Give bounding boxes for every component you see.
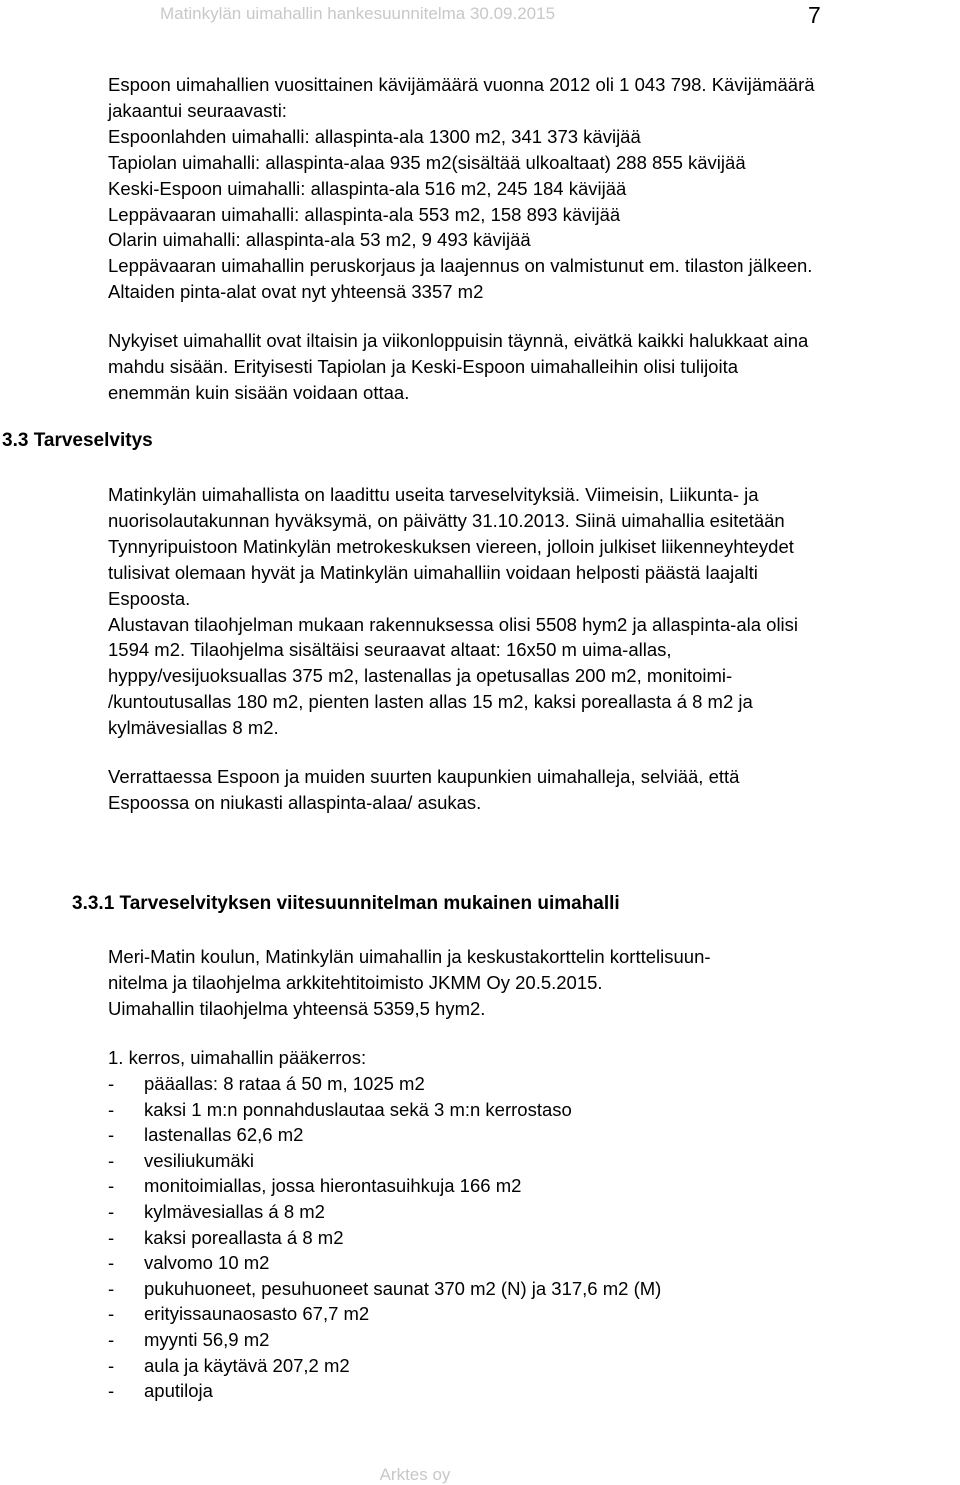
list-marker: - — [108, 1303, 115, 1325]
list-item — [108, 1148, 661, 1174]
text-line: Alustavan tilaohjelman mukaan rakennuksessa olisi 5508 hym2 ja allaspinta-ala olisi — [108, 613, 799, 635]
text-line: Uimahallin tilaohjelma yhteensä 5359,5 hym2. — [108, 997, 486, 1019]
list-item — [108, 1097, 661, 1123]
text-line: Espoossa on niukasti allaspinta-alaa/ asukas. — [108, 791, 482, 813]
list-marker: - — [108, 1073, 115, 1094]
text-line: Tynnyripuistoon Matinkylän metrokeskuksen viereen, jolloin julkiset liikenneyhteydet — [108, 535, 794, 557]
text-line: Verrattaessa Espoon ja muiden suurten kaupunkien uimahalleja, selviää, että — [108, 766, 740, 787]
text-line: Altaiden pinta-alat ovat nyt yhteensä 3357 m2 — [108, 281, 484, 303]
list-item-text: kaksi 1 m:n ponnahduslautaa sekä 3 m:n kerrostaso — [144, 1098, 572, 1120]
list-marker: - — [108, 1098, 115, 1120]
list-item-text: valvomo 10 m2 — [144, 1252, 270, 1274]
list-item — [108, 1225, 661, 1251]
text-line: Tapiolan uimahalli: allaspinta-alaa 935 m2(sisältää ulkoaltaat) 288 855 kävijää — [108, 151, 746, 173]
list-marker: - — [108, 1328, 115, 1350]
list-title: 1. kerros, uimahallin pääkerros: — [108, 1047, 367, 1068]
text-line: Keski-Espoon uimahalli: allaspinta-ala 516 m2, 245 184 kävijää — [108, 177, 627, 199]
list-marker: - — [108, 1200, 115, 1222]
page-number: 7 — [808, 2, 821, 28]
text-line: tulisivat olemaan hyvät ja Matinkylän uimahalliin voidaan helposti päästä laajalti — [108, 561, 758, 583]
paragraph-reference-plan — [108, 944, 954, 1022]
text-line: Olarin uimahalli: allaspinta-ala 53 m2, 9 493 kävijää — [108, 229, 531, 251]
text-line: Leppävaaran uimahalli: allaspinta-ala 553 m2, 158 893 kävijää — [108, 203, 621, 225]
text-line: Meri-Matin koulun, Matinkylän uimahallin ja keskustakorttelin korttelisuun- — [108, 946, 711, 967]
text-line: Espoon uimahallien vuosittainen kävijämäärä vuonna 2012 oli 1 043 798. Kävijämäärä — [108, 74, 815, 95]
list-item-text: kaksi poreallasta á 8 m2 — [144, 1226, 344, 1248]
list-marker: - — [108, 1380, 115, 1402]
list-marker: - — [108, 1277, 115, 1299]
list-marker: - — [108, 1149, 115, 1171]
text-line: hyppy/vesijuoksuallas 375 m2, lastenallas ja opetusallas 200 m2, monitoimi- — [108, 665, 733, 687]
text-line: kylmävesiallas 8 m2. — [108, 717, 279, 739]
text-line: 1594 m2. Tilaohjelma sisältäisi seuraavat altaat: 16x50 m uima-allas, — [108, 639, 672, 661]
section-heading: 3.3 Tarveselvitys — [2, 430, 153, 451]
text-line: Espoonlahden uimahalli: allaspinta-ala 1300 m2, 341 373 kävijää — [108, 125, 641, 147]
page-footer: Arktes oy — [379, 1465, 451, 1484]
page-header-title: Matinkylän uimahallin hankesuunnitelma 30.09.2015 — [160, 4, 556, 23]
list-item — [108, 1301, 661, 1327]
list-item-text: pukuhuoneet, pesuhuoneet saunat 370 m2 (N) ja 317,6 m2 (M) — [144, 1277, 662, 1299]
list-item-text: aula ja käytävä 207,2 m2 — [144, 1354, 350, 1376]
list-item — [108, 1250, 661, 1276]
list-item — [108, 1276, 661, 1302]
list-marker: - — [108, 1124, 115, 1146]
list-item — [108, 1327, 661, 1353]
list-item-text: pääallas: 8 rataa á 50 m, 1025 m2 — [144, 1073, 425, 1094]
paragraph-comparison — [108, 764, 954, 816]
text-line: /kuntoutusallas 180 m2, pienten lasten allas 15 m2, kaksi poreallasta á 8 m2 ja — [108, 691, 753, 713]
room-program-list — [108, 1071, 661, 1404]
list-item — [108, 1378, 661, 1404]
subsection-heading: 3.3.1 Tarveselvityksen viitesuunnitelman mukainen uimahalli — [72, 893, 620, 914]
text-line: Matinkylän uimahallista on laadittu useita tarveselvityksiä. Viimeisin, Liikunta- ja — [108, 484, 759, 505]
paragraph-current-capacity — [108, 328, 954, 406]
text-line: nuorisolautakunnan hyväksymä, on päivätty 31.10.2013. Siinä uimahallia esitetään — [108, 509, 785, 531]
list-marker: - — [108, 1354, 115, 1376]
list-item — [108, 1199, 661, 1225]
list-item — [108, 1071, 661, 1097]
list-item-text: lastenallas 62,6 m2 — [144, 1124, 304, 1146]
list-item-text: erityissaunaosasto 67,7 m2 — [144, 1303, 370, 1325]
list-item-text: myynti 56,9 m2 — [144, 1328, 270, 1350]
text-line: jakaantui seuraavasti: — [108, 99, 287, 121]
paragraph-needs-assessment — [108, 482, 954, 741]
text-line: Espoosta. — [108, 587, 191, 609]
text-line: Leppävaaran uimahallin peruskorjaus ja laajennus on valmistunut em. tilaston jälkeen. — [108, 255, 813, 277]
list-item-text: kylmävesiallas á 8 m2 — [144, 1200, 325, 1222]
list-marker: - — [108, 1175, 115, 1197]
list-item-text: vesiliukumäki — [144, 1149, 255, 1171]
list-item — [108, 1353, 661, 1379]
list-item — [108, 1173, 661, 1199]
list-item — [108, 1122, 661, 1148]
list-marker: - — [108, 1226, 115, 1248]
list-marker: - — [108, 1252, 115, 1274]
text-line: mahdu sisään. Erityisesti Tapiolan ja Keski-Espoon uimahalleihin olisi tulijoita — [108, 355, 739, 377]
text-line: enemmän kuin sisään voidaan ottaa. — [108, 381, 410, 403]
text-line: Nykyiset uimahallit ovat iltaisin ja viikonloppuisin täynnä, eivätkä kaikki halukkaat aina — [108, 330, 809, 351]
list-item-text: monitoimiallas, jossa hierontasuihkuja 166 m2 — [144, 1175, 522, 1197]
list-item-text: aputiloja — [144, 1380, 213, 1402]
paragraph-visitor-statistics — [108, 72, 954, 305]
text-line: nitelma ja tilaohjelma arkkitehtitoimisto JKMM Oy 20.5.2015. — [108, 971, 603, 993]
